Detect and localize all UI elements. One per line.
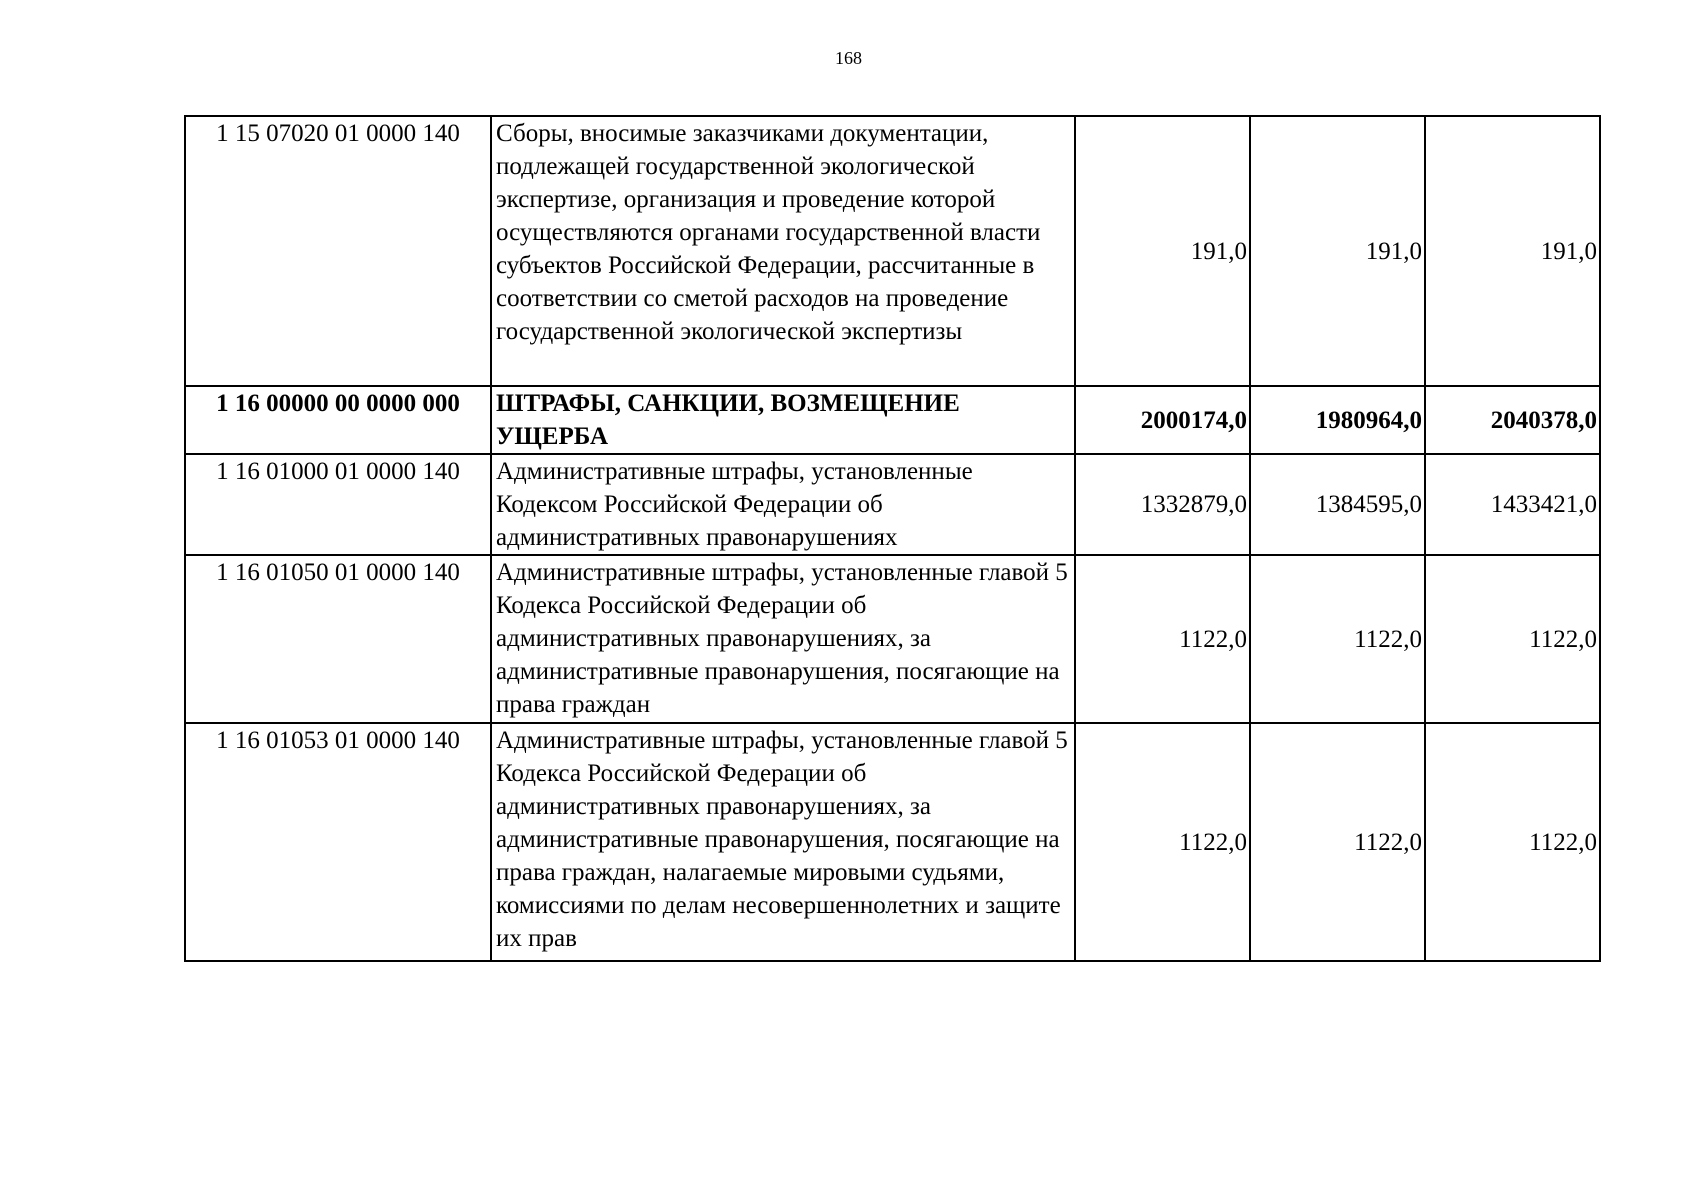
item-name-cell: Административные штрафы, установленные главой 5 Кодекса Российской Федерации об административных правонарушениях, за административные правонарушения, посягающие на права граждан, налагаемые мировыми судьями, комиссиями по делам несовершеннолетних и защите их прав: [491, 723, 1075, 961]
value-cell: 191,0: [1075, 116, 1250, 386]
budget-table: [184, 115, 1601, 962]
item-name-cell: Административные штрафы, установленные главой 5 Кодекса Российской Федерации об административных правонарушениях, за административные правонарушения, посягающие на права граждан: [491, 555, 1075, 723]
value-cell: 1122,0: [1250, 555, 1425, 723]
item-name-cell: Административные штрафы, установленные Кодексом Российской Федерации об административных правонарушениях: [491, 454, 1075, 555]
budget-code-cell: 1 16 01000 01 0000 140: [185, 454, 491, 555]
value-cell: 1384595,0: [1250, 454, 1425, 555]
table-row: [185, 723, 1600, 961]
budget-code-cell: 1 16 01053 01 0000 140: [185, 723, 491, 961]
table-row-total: [185, 386, 1600, 454]
budget-code-cell: 1 16 00000 00 0000 000: [185, 386, 491, 454]
value-cell: 191,0: [1250, 116, 1425, 386]
value-cell: 1122,0: [1425, 555, 1600, 723]
value-cell: 191,0: [1425, 116, 1600, 386]
value-cell: 1122,0: [1075, 555, 1250, 723]
table-row: [185, 116, 1600, 386]
value-cell: 1433421,0: [1425, 454, 1600, 555]
value-cell: 1332879,0: [1075, 454, 1250, 555]
value-cell: 2000174,0: [1075, 386, 1250, 454]
value-cell: 1980964,0: [1250, 386, 1425, 454]
value-cell: 1122,0: [1425, 723, 1600, 961]
table-row: [185, 555, 1600, 723]
value-cell: 1122,0: [1250, 723, 1425, 961]
page-number: 168: [835, 48, 862, 68]
table-row: [185, 454, 1600, 555]
budget-code-cell: 1 16 01050 01 0000 140: [185, 555, 491, 723]
value-cell: 2040378,0: [1425, 386, 1600, 454]
item-name-cell: ШТРАФЫ, САНКЦИИ, ВОЗМЕЩЕНИЕ УЩЕРБА: [491, 386, 1075, 454]
item-name-cell: Сборы, вносимые заказчиками документации, подлежащей государственной экологической экспертизе, организация и проведение которой осуществляются органами государственной власти субъектов Российской Федерации, рассчитанные в соответствии со сметой расходов на проведение государственной экологической экспертизы: [491, 116, 1075, 386]
budget-code-cell: 1 15 07020 01 0000 140: [185, 116, 491, 386]
value-cell: 1122,0: [1075, 723, 1250, 961]
